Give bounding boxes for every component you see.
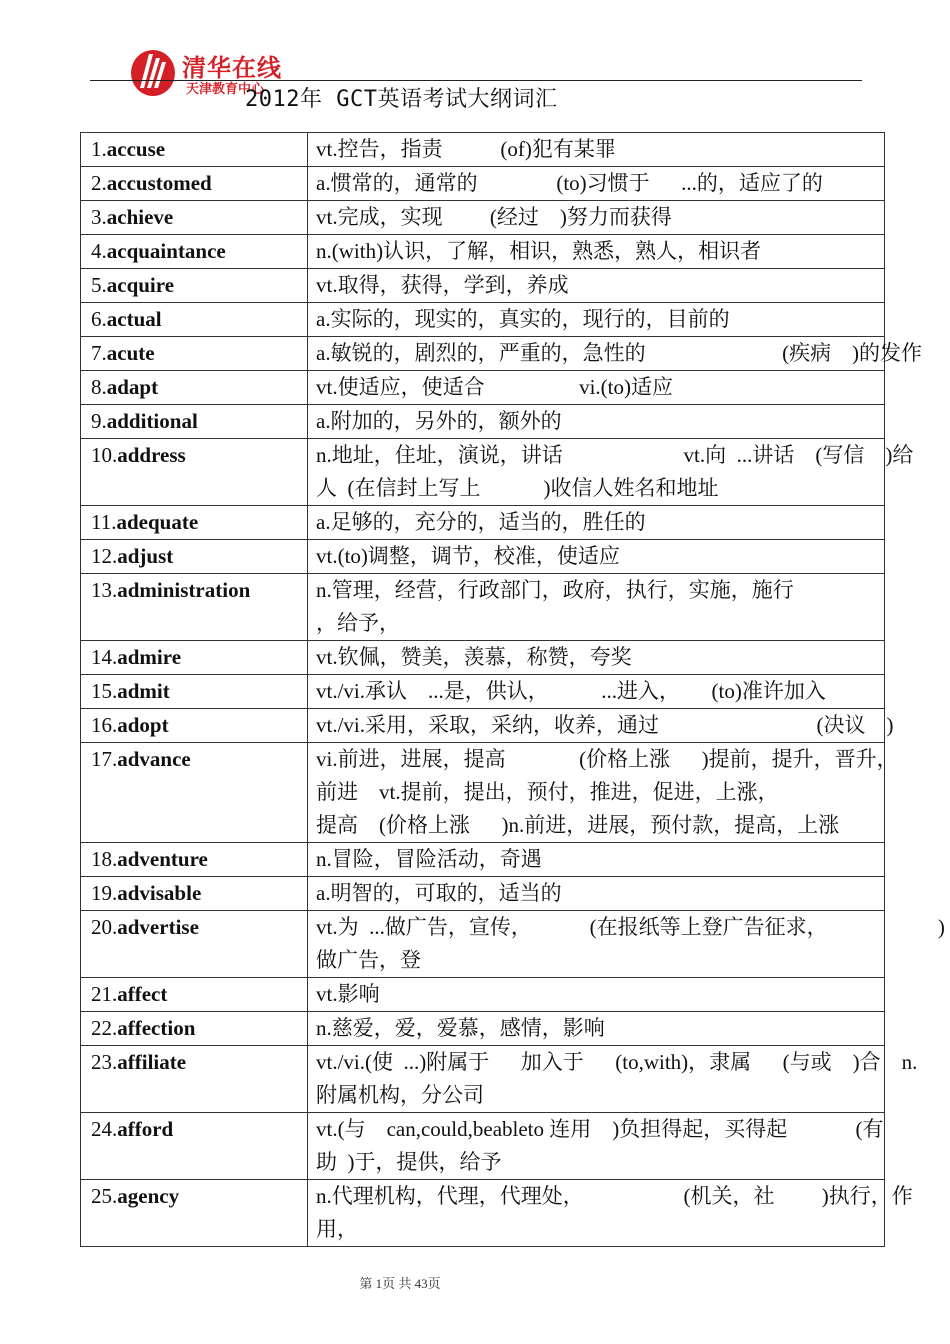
definition-cell — [308, 1012, 885, 1046]
entry-word: affection — [117, 1016, 196, 1040]
table-row — [81, 540, 885, 574]
entry-word: advertise — [117, 915, 199, 939]
entry-number: 11. — [91, 510, 117, 534]
table-row — [81, 675, 885, 709]
entry-word: additional — [106, 409, 198, 433]
definition-line: vt.(to)调整，调节，校准，使适应 — [316, 544, 620, 568]
definition-line: a.实际的，现实的，真实的，现行的，目前的 — [316, 307, 730, 331]
entry-number: 14. — [91, 645, 118, 669]
table-row — [81, 911, 885, 978]
definition-line: a.明智的，可取的，适当的 — [316, 881, 562, 905]
word-cell — [81, 167, 308, 201]
definition-cell — [308, 133, 885, 167]
word-cell — [81, 843, 308, 877]
table-row — [81, 269, 885, 303]
definition-line: ，给予， — [316, 611, 400, 635]
definition-cell — [308, 1180, 913, 1247]
entry-word: advance — [117, 747, 191, 771]
table-row — [81, 439, 885, 506]
table-row — [81, 405, 885, 439]
entry-number: 24. — [91, 1117, 118, 1141]
definition-line: 人 (在信封上写上 )收信人姓名和地址 — [316, 476, 719, 500]
table-row — [81, 978, 885, 1012]
entry-word: achieve — [106, 205, 174, 229]
word-cell — [81, 133, 308, 167]
definition-line: vt.钦佩，赞美，羡慕，称赞，夸奖 — [316, 645, 632, 669]
entry-word: afford — [117, 1117, 174, 1141]
definition-cell — [308, 371, 885, 405]
definition-cell — [308, 506, 885, 540]
logo-sub-text: 天津教育中心 — [186, 82, 265, 97]
definition-line: n.管理，经营，行政部门，政府，执行，实施，施行 — [316, 578, 794, 602]
definition-cell — [308, 439, 914, 506]
entry-word: admire — [117, 645, 182, 669]
entry-word: affect — [117, 982, 168, 1006]
word-cell — [81, 574, 308, 641]
definition-cell — [308, 641, 885, 675]
word-cell — [81, 405, 308, 439]
definition-line: 做广告，登 — [316, 948, 421, 972]
entry-number: 16. — [91, 713, 118, 737]
table-row — [81, 167, 885, 201]
table-row — [81, 506, 885, 540]
definition-line: vt.完成，实现 (经过 )努力而获得 — [316, 205, 672, 229]
word-cell — [81, 201, 308, 235]
entry-number: 8. — [91, 375, 107, 399]
word-cell — [81, 641, 308, 675]
entry-number: 20. — [91, 915, 118, 939]
definition-cell — [308, 303, 885, 337]
entry-number: 22. — [91, 1016, 118, 1040]
vocabulary-table — [80, 132, 945, 1247]
definition-cell — [308, 269, 885, 303]
entry-number: 3. — [91, 205, 107, 229]
entry-word: acquaintance — [106, 239, 226, 263]
definition-line: 附属机构，分公司 — [316, 1083, 484, 1107]
entry-number: 19. — [91, 881, 118, 905]
entry-word: advisable — [117, 881, 202, 905]
definition-line: vt.取得，获得，学到，养成 — [316, 273, 569, 297]
word-cell — [81, 709, 308, 743]
definition-line: a.足够的，充分的，适当的，胜任的 — [316, 510, 646, 534]
word-cell — [81, 303, 308, 337]
word-cell — [81, 978, 308, 1012]
entry-word: acute — [106, 341, 155, 365]
word-cell — [81, 1046, 308, 1113]
definition-cell — [308, 1046, 918, 1113]
entry-word: adequate — [116, 510, 199, 534]
vocabulary-table-body — [81, 133, 945, 1247]
definition-line: 用， — [316, 1217, 358, 1241]
document-title: 2012年 GCT英语考试大纲词汇 — [245, 87, 558, 112]
logo-main-text: 清华在线 — [182, 54, 282, 82]
definition-line: vt.影响 — [316, 982, 380, 1006]
word-cell — [81, 911, 308, 978]
table-row — [81, 1113, 885, 1180]
word-cell — [81, 269, 308, 303]
logo-emblem-icon — [130, 46, 178, 98]
table-row — [81, 877, 885, 911]
definition-line: 提高 (价格上涨 )n.前进，进展，预付款，提高，上涨 — [316, 813, 840, 837]
table-row — [81, 574, 885, 641]
entry-number: 1. — [91, 137, 107, 161]
table-row — [81, 337, 885, 371]
definition-cell — [308, 201, 885, 235]
definition-line: vt.控告，指责 (of)犯有某罪 — [316, 137, 616, 161]
entry-number: 2. — [91, 171, 107, 195]
definition-line: vt.为 ...做广告，宣传， (在报纸等上登广告征求， ) — [316, 915, 945, 939]
definition-cell — [308, 978, 885, 1012]
entry-number: 21. — [91, 982, 118, 1006]
definition-line: n.慈爱，爱，爱慕，感情，影响 — [316, 1016, 605, 1040]
table-row — [81, 743, 885, 843]
entry-number: 9. — [91, 409, 107, 433]
entry-number: 7. — [91, 341, 107, 365]
word-cell — [81, 1180, 308, 1247]
entry-number: 5. — [91, 273, 107, 297]
definition-cell — [308, 843, 885, 877]
entry-word: adopt — [117, 713, 169, 737]
entry-number: 15. — [91, 679, 118, 703]
definition-line: a.附加的，另外的，额外的 — [316, 409, 562, 433]
definition-cell — [308, 675, 885, 709]
definition-line: a.敏锐的，剧烈的，严重的，急性的 (疾病 )的发作 — [316, 341, 923, 365]
table-row — [81, 709, 885, 743]
word-cell — [81, 371, 308, 405]
word-cell — [81, 877, 308, 911]
table-row — [81, 1012, 885, 1046]
entry-number: 18. — [91, 847, 118, 871]
definition-line: a.惯常的，通常的 (to)习惯于 ...的，适应了的 — [316, 171, 823, 195]
entry-word: accustomed — [106, 171, 212, 195]
definition-line: vt./vi.采用，采取，采纳，收养，通过 (决议 ) — [316, 713, 894, 737]
entry-number: 23. — [91, 1050, 118, 1074]
entry-number: 13. — [91, 578, 118, 602]
definition-cell — [308, 709, 894, 743]
table-row — [81, 371, 885, 405]
entry-word: adventure — [117, 847, 208, 871]
entry-number: 4. — [91, 239, 107, 263]
definition-line: n.地址，住址，演说，讲话 vt.向 ...讲话 (写信 )给 — [316, 443, 914, 467]
definition-cell — [308, 911, 945, 978]
definition-cell — [308, 877, 885, 911]
word-cell — [81, 743, 308, 843]
entry-word: address — [117, 443, 186, 467]
entry-number: 12. — [91, 544, 118, 568]
definition-cell — [308, 743, 898, 843]
definition-line: n.代理机构，代理，代理处， (机关，社 )执行，作 — [316, 1184, 913, 1208]
word-cell — [81, 235, 308, 269]
definition-line: n.(with)认识，了解，相识，熟悉，熟人，相识者 — [316, 239, 762, 263]
entry-number: 17. — [91, 747, 118, 771]
word-cell — [81, 337, 308, 371]
entry-word: adjust — [117, 544, 174, 568]
entry-word: administration — [117, 578, 251, 602]
entry-word: agency — [117, 1184, 180, 1208]
word-cell — [81, 1113, 308, 1180]
entry-word: actual — [106, 307, 162, 331]
word-cell — [81, 675, 308, 709]
definition-line: 助 )于，提供，给予 — [316, 1150, 502, 1174]
definition-cell — [308, 235, 885, 269]
word-cell — [81, 439, 308, 506]
definition-cell — [308, 574, 885, 641]
entry-word: admit — [117, 679, 170, 703]
entry-word: affiliate — [117, 1050, 187, 1074]
table-row — [81, 1180, 885, 1247]
word-cell — [81, 1012, 308, 1046]
table-row — [81, 641, 885, 675]
definition-line: n.冒险，冒险活动，奇遇 — [316, 847, 542, 871]
definition-line: vi.前进，进展，提高 (价格上涨 )提前，提升，晋升， — [316, 747, 898, 771]
table-row — [81, 843, 885, 877]
entry-number: 10. — [91, 443, 118, 467]
entry-number: 25. — [91, 1184, 118, 1208]
definition-cell — [308, 540, 885, 574]
table-row — [81, 1046, 885, 1113]
table-row — [81, 201, 885, 235]
definition-line: vt./vi.(使 ...)附属于 加入于 (to,with)，隶属 (与或 )合 n. — [316, 1050, 918, 1074]
entry-number: 6. — [91, 307, 107, 331]
entry-word: accuse — [106, 137, 166, 161]
word-cell — [81, 540, 308, 574]
page-footer: 第 1页 共 43页 — [359, 1276, 441, 1291]
table-row — [81, 303, 885, 337]
definition-cell — [308, 337, 923, 371]
definition-cell — [308, 405, 885, 439]
definition-line: vt.使适应，使适合 vi.(to)适应 — [316, 375, 673, 399]
table-row — [81, 133, 885, 167]
definition-cell — [308, 167, 885, 201]
entry-word: adapt — [106, 375, 159, 399]
entry-word: acquire — [106, 273, 175, 297]
definition-line: vt./vi.承认 ...是，供认， ...进入， (to)准许加入 — [316, 679, 826, 703]
table-row — [81, 235, 885, 269]
definition-cell — [308, 1113, 885, 1180]
definition-line: vt.(与 can,could,beableto 连用 )负担得起，买得起 (有 — [316, 1117, 884, 1141]
header-rule — [90, 80, 862, 81]
word-cell — [81, 506, 308, 540]
definition-line: 前进 vt.提前，提出，预付，推进，促进，上涨， — [316, 780, 779, 804]
